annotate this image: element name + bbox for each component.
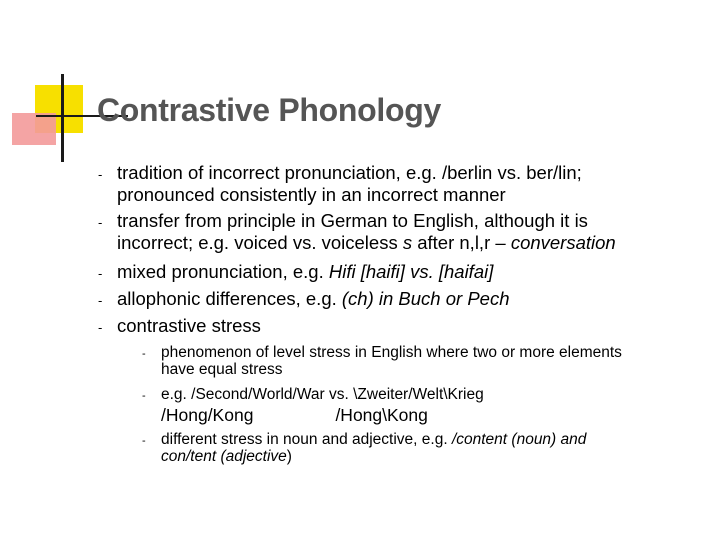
sub-bullet-3	[161, 431, 586, 465]
bullet-3: mixed pronunciation, e.g. Hifi [haifi] vs. [haifai]	[117, 261, 494, 282]
sub-bullet-3-line-2: con/tent (adjective)	[161, 448, 292, 465]
bullet-2-line-1: transfer from principle in German to English, although it is	[117, 210, 588, 231]
sub-bullet-marker: -	[142, 390, 146, 402]
sub-bullet-3-line-1: different stress in noun and adjective, e.g. /content (noun) and	[161, 431, 587, 448]
sub-bullet-2-line-1: e.g. /Second/World/War vs. \Zweiter/Welt\Krieg	[161, 386, 484, 403]
decor-red-square	[12, 113, 56, 145]
bullet-1-line-1: tradition of incorrect pronunciation, e.g. /berlin vs. ber/lin;	[117, 162, 582, 183]
bullet-marker: -	[98, 167, 103, 182]
bullet-2	[117, 210, 616, 254]
bullet-marker: -	[98, 320, 103, 335]
sub-bullet-marker: -	[142, 435, 146, 447]
bullet-5: contrastive stress	[117, 315, 261, 336]
decor-vertical-line	[61, 74, 64, 162]
bullet-1-line-2: pronounced consistently in an incorrect manner	[117, 184, 506, 205]
slide-title: Contrastive Phonology	[97, 92, 441, 128]
sub-bullet-marker: -	[142, 348, 146, 360]
sub-bullet-1	[161, 344, 622, 378]
sub-bullet-1-line-2: have equal stress	[161, 361, 283, 378]
bullet-1	[117, 162, 582, 206]
bullet-4: allophonic differences, e.g. (ch) in Buch or Pech	[117, 288, 510, 309]
sub-bullet-1-line-1: phenomenon of level stress in English where two or more elements	[161, 344, 622, 361]
bullet-marker: -	[98, 293, 103, 308]
bullet-2-line-2: incorrect; e.g. voiced vs. voiceless s after n,l,r – conversation	[117, 232, 616, 253]
bullet-marker: -	[98, 266, 103, 281]
sub-bullet-2	[161, 386, 484, 426]
bullet-marker: -	[98, 215, 103, 230]
sub-bullet-2-line-2: /Hong/Kong /Hong\Kong	[161, 405, 428, 425]
